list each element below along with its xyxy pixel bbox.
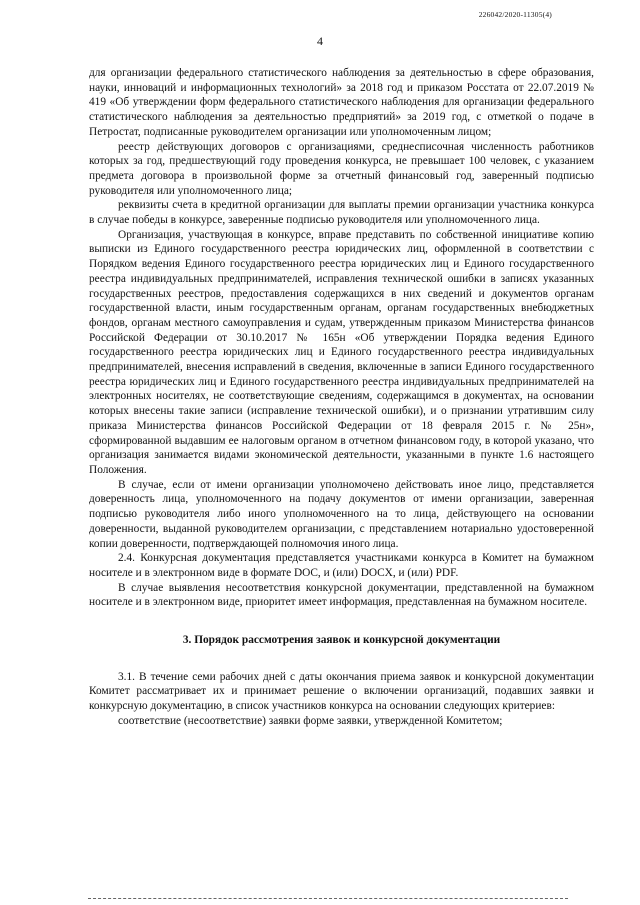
paragraph-bank-details: реквизиты счета в кредитной организации для выплаты премии организации участника конкурса в случае победы в конкурсе, заверенные подписью руководителя или уполномоченного лица. bbox=[89, 199, 594, 227]
paragraph-contracts-registry: реестр действующих договоров с организациями, среднесписочная численность работников которых за год, предшествующий году проведения конкурса, не превышает 100 человек, с указанием предмета договора в произвольной форме за отчетный финансовый год, заверенный подписью руководителя или уполномоченного лица; bbox=[89, 140, 594, 197]
scan-edge-line bbox=[88, 898, 568, 899]
paragraph-2-4-format: 2.4. Конкурсная документация представляется участниками конкурса в Комитет на бумажном носителе и в электронном виде в формате DOC, и (или) DOCX, и (или) PDF. bbox=[89, 552, 594, 579]
paragraph-statistics-forms: для организации федерального статистического наблюдения за деятельностью в сфере образования, науки, инноваций и информационных технологий» за 2018 год и приказом Росстата от 22.07.2019 № 419 «Об утверждении форм федерального статистического наблюдения для организации федерального статистического наблюдения за деятельностью предприятий» за 2019 год, с отметкой о подаче в Петростат, подписанные руководителем организации или уполномоченным лицом; bbox=[89, 67, 594, 138]
paragraph-priority-paper: В случае выявления несоответствия конкурсной документации, представленной на бумажном носителе и в электронном виде, приоритет имеет информация, представленная на бумажном носителе. bbox=[89, 581, 594, 609]
paragraph-power-of-attorney: В случае, если от имени организации уполномочено действовать иное лицо, представляется доверенность лица, уполномоченного на подачу документов от имени организации, заверенная подписью руководителя либо иного уполномоченного на то лица, действующего на основании доверенности, выданной руководителем организации, с представлением нотариально удостоверенной копии доверенности, подтверждающей полномочия иного лица. bbox=[89, 478, 594, 550]
document-registration-code: 226042/2020-11305(4) bbox=[478, 10, 552, 19]
document-body bbox=[89, 66, 594, 729]
paragraph-criterion-form-compliance: соответствие (несоответствие) заявки форме заявки, утвержденной Комитетом; bbox=[118, 714, 503, 727]
page-number: 4 bbox=[317, 34, 323, 48]
paragraph-3-1-review: 3.1. В течение семи рабочих дней с даты окончания приема заявок и конкурсной документации Комитет рассматривает их и принимает решение о включении организаций, подавших заявки и конкурсную документацию, в список участников конкурса на основании следующих критериев: bbox=[89, 670, 594, 713]
paragraph-egrul-extract: Организация, участвующая в конкурсе, вправе представить по собственной инициативе копию выписки из Единого государственного реестра юридических лиц, оформленной в соответствии с Порядком ведения Единого государственного реестра юридических лиц и Единого государственного реестра индивидуальных предпринимателей, исправления технической ошибки в записях указанных государственных реестров, предоставления содержащихся в них сведений и документов органам государственной власти, иным государственным органам, органам государственных внебюджетных фондов, органам местного самоуправления и судам, утвержденным приказом Министерства финансов Российской Федерации от 30.10.2017 № 165н «Об утверждении Порядка ведения Единого государственного реестра юридических лиц и Единого государственного реестра индивидуальных предпринимателей, внесения исправлений в сведения, включенные в записи Единого государственного реестра юридических лиц и Единого государственного реестра индивидуальных предпринимателей на электронных носителях, не соответствующие сведениям, содержащимся в документах, на основании которых внесены такие записи (исправление технической ошибки), и о признании утратившим силу приказа Министерства финансов Российской Федерации от 18 февраля 2015 г. № 25н», сформированной выдавшим ее налоговым органом в отчетном финансовом году, в которой указано, что организация занимается видами экономической деятельности, указанными в пункте 1.6 настоящего Положения. bbox=[89, 228, 594, 476]
section-heading-3: 3. Порядок рассмотрения заявок и конкурсной документации bbox=[182, 634, 501, 647]
